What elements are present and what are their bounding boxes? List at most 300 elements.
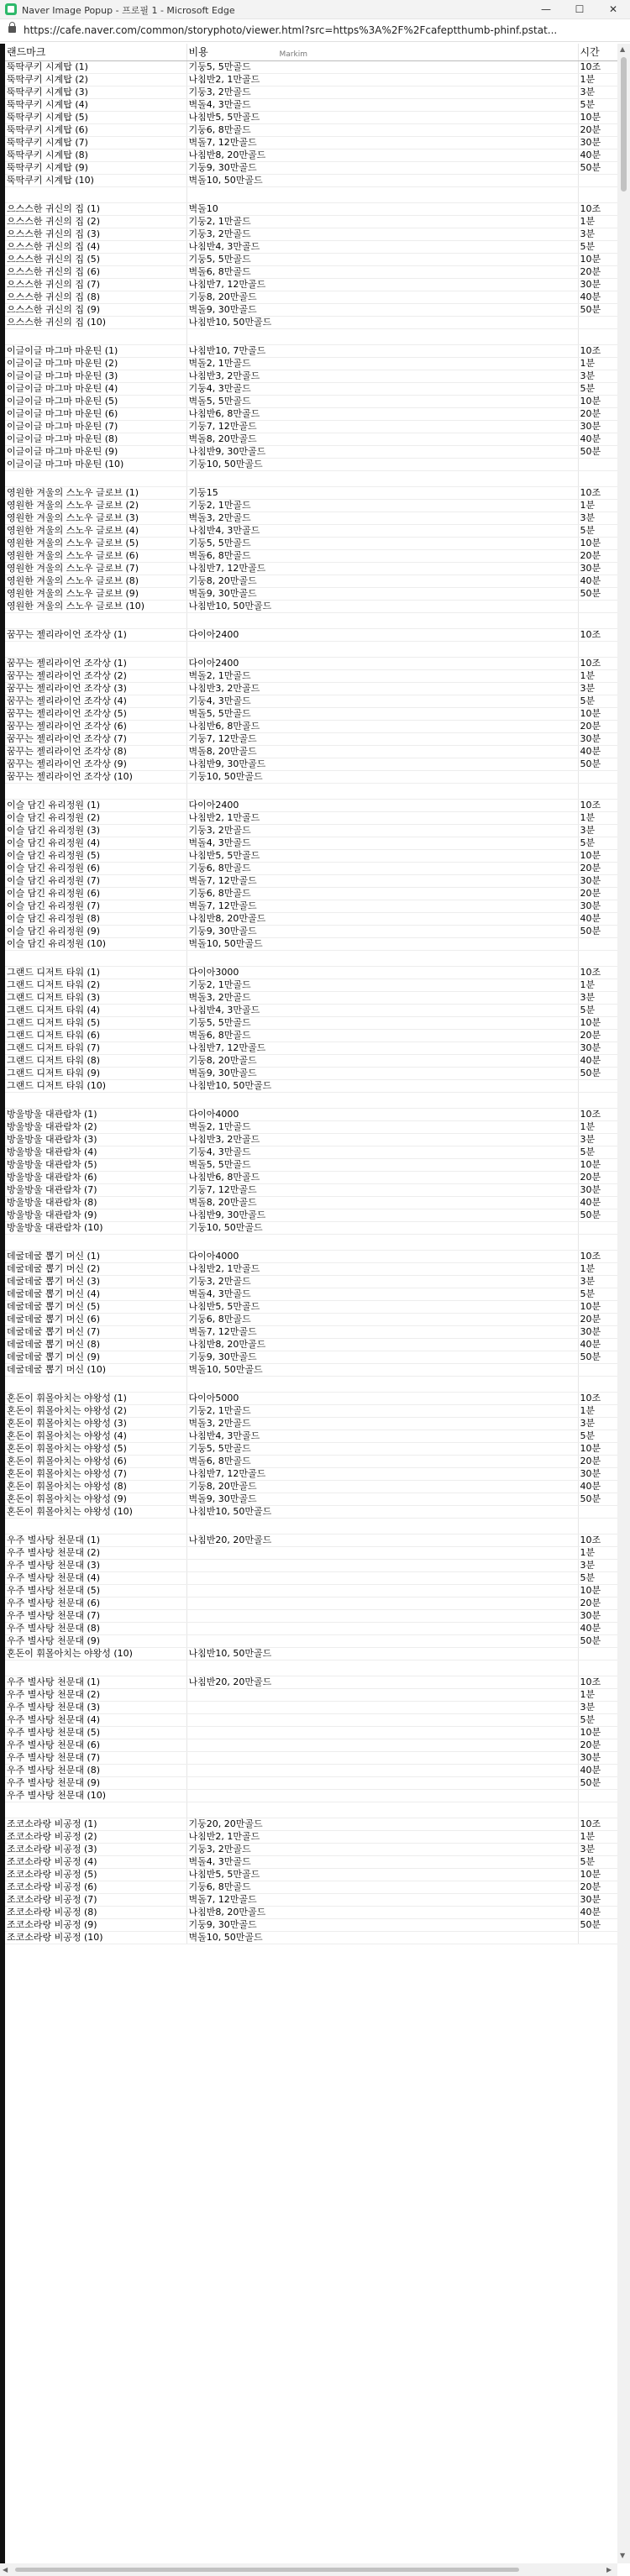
scroll-down-icon[interactable]: ▼	[620, 2552, 626, 2559]
cost-cell[interactable]: 벽돌9, 30만골드	[186, 1493, 578, 1506]
landmark-cell[interactable]: 으스스한 귀신의 집 (10)	[5, 317, 186, 329]
time-cell[interactable]: 1분	[578, 1689, 617, 1702]
landmark-cell[interactable]: 조코소라랑 비공정 (10)	[5, 1932, 186, 1944]
landmark-cell[interactable]: 혼돈이 휘몰아치는 야왕성 (4)	[5, 1430, 186, 1443]
cost-cell[interactable]: 나침반4, 3만골드	[186, 1430, 578, 1443]
landmark-cell[interactable]: 그랜드 디저트 타워 (5)	[5, 1017, 186, 1030]
landmark-cell[interactable]: 우주 별사탕 천문대 (5)	[5, 1727, 186, 1739]
cost-cell[interactable]: 기둥4, 3만골드	[186, 695, 578, 708]
time-cell[interactable]: 1분	[578, 1263, 617, 1276]
cost-cell[interactable]: 나침반10, 50만골드	[186, 1648, 578, 1660]
time-cell[interactable]: 3분	[578, 1134, 617, 1146]
cost-cell[interactable]: 벽돌4, 3만골드	[186, 1288, 578, 1301]
landmark-cell[interactable]: 그랜드 디저트 타워 (9)	[5, 1068, 186, 1080]
time-cell[interactable]: 3분	[578, 370, 617, 383]
time-cell[interactable]: 10분	[578, 1159, 617, 1172]
empty-cell[interactable]	[5, 1377, 186, 1393]
time-cell[interactable]: 5분	[578, 1714, 617, 1727]
cost-cell[interactable]: 나침반9, 30만골드	[186, 1209, 578, 1222]
cost-cell[interactable]: 나침반6, 8만골드	[186, 408, 578, 421]
time-cell[interactable]: 1분	[578, 358, 617, 370]
cost-cell[interactable]: 나침반5, 5만골드	[186, 1301, 578, 1314]
time-cell[interactable]: 40분	[578, 433, 617, 446]
close-icon[interactable]: ✕	[608, 3, 618, 15]
empty-cell[interactable]	[186, 1802, 578, 1818]
landmark-cell[interactable]: 으스스한 귀신의 집 (6)	[5, 266, 186, 279]
landmark-cell[interactable]: 데굴데굴 뽑기 머신 (5)	[5, 1301, 186, 1314]
landmark-cell[interactable]: 꿈꾸는 젤리라이언 조각상 (6)	[5, 721, 186, 733]
cost-cell[interactable]: 벽돌9, 30만골드	[186, 588, 578, 601]
cost-cell[interactable]: 기둥9, 30만골드	[186, 162, 578, 175]
cost-cell[interactable]: 벽돌3, 2만골드	[186, 992, 578, 1005]
cost-cell[interactable]: 나침반7, 12만골드	[186, 1042, 578, 1055]
cost-cell[interactable]: 나침반20, 20만골드	[186, 1676, 578, 1689]
landmark-cell[interactable]: 우주 별사탕 천문대 (7)	[5, 1610, 186, 1623]
cost-cell[interactable]: 벽돌9, 30만골드	[186, 1068, 578, 1080]
cost-cell[interactable]: 벽돌2, 1만골드	[186, 358, 578, 370]
time-cell[interactable]: 20분	[578, 1598, 617, 1610]
time-cell[interactable]: 40분	[578, 150, 617, 162]
landmark-cell[interactable]: 이슬 담긴 유리정원 (1)	[5, 800, 186, 812]
empty-cell[interactable]	[186, 187, 578, 203]
landmark-cell[interactable]: 영원한 겨울의 스노우 글로브 (2)	[5, 500, 186, 512]
empty-cell[interactable]	[578, 1519, 617, 1535]
landmark-cell[interactable]: 데굴데굴 뽑기 머신 (7)	[5, 1326, 186, 1339]
time-cell[interactable]: 30분	[578, 1752, 617, 1765]
empty-cell[interactable]	[578, 1802, 617, 1818]
time-cell[interactable]: 10분	[578, 396, 617, 408]
cost-cell[interactable]: 나침반8, 20만골드	[186, 1907, 578, 1919]
cost-cell[interactable]: 벽돌8, 20만골드	[186, 1197, 578, 1209]
cost-cell[interactable]: 기둥3, 2만골드	[186, 87, 578, 99]
landmark-cell[interactable]: 혼돈이 휘몰아치는 야왕성 (8)	[5, 1481, 186, 1493]
cost-cell[interactable]: 벽돌6, 8만골드	[186, 266, 578, 279]
time-cell[interactable]: 5분	[578, 1288, 617, 1301]
time-cell[interactable]: 1분	[578, 500, 617, 512]
landmark-cell[interactable]: 데굴데굴 뽑기 머신 (4)	[5, 1288, 186, 1301]
empty-cell[interactable]	[5, 642, 186, 658]
landmark-cell[interactable]: 으스스한 귀신의 집 (2)	[5, 216, 186, 228]
time-cell[interactable]: 20분	[578, 550, 617, 563]
landmark-cell[interactable]: 영원한 겨울의 스노우 글로브 (1)	[5, 487, 186, 500]
landmark-cell[interactable]: 조코소라랑 비공정 (4)	[5, 1856, 186, 1869]
empty-cell[interactable]	[578, 951, 617, 967]
time-cell[interactable]: 10조	[578, 1535, 617, 1547]
landmark-cell[interactable]: 그랜드 디저트 타워 (2)	[5, 979, 186, 992]
time-cell[interactable]: 5분	[578, 241, 617, 254]
cost-cell[interactable]: 기둥6, 8만골드	[186, 888, 578, 900]
time-cell[interactable]: 3분	[578, 1418, 617, 1430]
cost-cell[interactable]: 기둥5, 5만골드	[186, 61, 578, 74]
landmark-cell[interactable]: 방울방울 대관람차 (1)	[5, 1109, 186, 1121]
empty-cell[interactable]	[578, 784, 617, 800]
cost-cell[interactable]	[186, 1777, 578, 1790]
time-cell[interactable]	[578, 938, 617, 951]
time-cell[interactable]: 10분	[578, 1301, 617, 1314]
landmark-cell[interactable]: 우주 별사탕 천문대 (3)	[5, 1560, 186, 1572]
cost-cell[interactable]: 나침반5, 5만골드	[186, 112, 578, 124]
cost-cell[interactable]	[186, 1635, 578, 1648]
time-cell[interactable]: 10조	[578, 967, 617, 979]
empty-cell[interactable]	[186, 784, 578, 800]
cost-cell[interactable]	[186, 1689, 578, 1702]
landmark-cell[interactable]: 이글이글 마그마 마운틴 (7)	[5, 421, 186, 433]
time-cell[interactable]	[578, 1790, 617, 1802]
cost-cell[interactable]: 나침반9, 30만골드	[186, 446, 578, 459]
hscrollbar-thumb[interactable]	[15, 2568, 519, 2572]
cost-cell[interactable]: 나침반4, 3만골드	[186, 1005, 578, 1017]
cost-cell[interactable]: 벽돌9, 30만골드	[186, 304, 578, 317]
empty-cell[interactable]	[578, 187, 617, 203]
landmark-cell[interactable]: 이슬 담긴 유리정원 (6)	[5, 888, 186, 900]
landmark-cell[interactable]: 혼돈이 휘몰아치는 야왕성 (9)	[5, 1493, 186, 1506]
time-cell[interactable]	[578, 1222, 617, 1235]
cost-cell[interactable]: 다이아3000	[186, 967, 578, 979]
cost-cell[interactable]: 벽돌3, 2만골드	[186, 512, 578, 525]
cost-cell[interactable]: 기둥6, 8만골드	[186, 1314, 578, 1326]
cost-cell[interactable]: 기둥20, 20만골드	[186, 1818, 578, 1831]
landmark-cell[interactable]: 이슬 담긴 유리정원 (7)	[5, 875, 186, 888]
cost-cell[interactable]	[186, 1560, 578, 1572]
address-bar[interactable]	[0, 19, 630, 42]
cost-cell[interactable]	[186, 1623, 578, 1635]
cost-cell[interactable]: 벽돌7, 12만골드	[186, 900, 578, 913]
time-cell[interactable]: 20분	[578, 1739, 617, 1752]
time-cell[interactable]: 20분	[578, 1456, 617, 1468]
landmark-cell[interactable]: 방울방울 대관람차 (3)	[5, 1134, 186, 1146]
time-cell[interactable]	[578, 459, 617, 471]
cost-cell[interactable]: 기둥2, 1만골드	[186, 500, 578, 512]
time-cell[interactable]: 30분	[578, 279, 617, 291]
empty-cell[interactable]	[5, 951, 186, 967]
cost-cell[interactable]: 기둥2, 1만골드	[186, 1405, 578, 1418]
time-cell[interactable]: 3분	[578, 683, 617, 695]
cost-cell[interactable]: 나침반10, 7만골드	[186, 345, 578, 358]
time-cell[interactable]: 40분	[578, 1481, 617, 1493]
cost-cell[interactable]: 기둥10, 50만골드	[186, 1222, 578, 1235]
cost-cell[interactable]: 나침반10, 50만골드	[186, 1506, 578, 1519]
landmark-cell[interactable]: 꿈꾸는 젤리라이언 조각상 (2)	[5, 670, 186, 683]
landmark-cell[interactable]: 혼돈이 휘몰아치는 야왕성 (2)	[5, 1405, 186, 1418]
landmark-cell[interactable]: 데굴데굴 뽑기 머신 (3)	[5, 1276, 186, 1288]
empty-cell[interactable]	[578, 1377, 617, 1393]
time-cell[interactable]: 3분	[578, 1560, 617, 1572]
cost-cell[interactable]: 기둥2, 1만골드	[186, 216, 578, 228]
cost-cell[interactable]: 나침반8, 20만골드	[186, 913, 578, 926]
time-cell[interactable]: 10분	[578, 1727, 617, 1739]
empty-cell[interactable]	[5, 1519, 186, 1535]
cost-cell[interactable]	[186, 1765, 578, 1777]
cost-cell[interactable]: 나침반4, 3만골드	[186, 241, 578, 254]
landmark-cell[interactable]: 이글이글 마그마 마운틴 (2)	[5, 358, 186, 370]
time-cell[interactable]: 40분	[578, 1765, 617, 1777]
cost-cell[interactable]: 기둥5, 5만골드	[186, 538, 578, 550]
landmark-cell[interactable]: 꿈꾸는 젤리라이언 조각상 (7)	[5, 733, 186, 746]
cost-cell[interactable]	[186, 1739, 578, 1752]
landmark-cell[interactable]: 혼돈이 휘몰아치는 야왕성 (10)	[5, 1506, 186, 1519]
empty-cell[interactable]	[578, 329, 617, 345]
cost-cell[interactable]: 벽돌10, 50만골드	[186, 175, 578, 187]
time-cell[interactable]: 3분	[578, 825, 617, 837]
time-cell[interactable]: 3분	[578, 1702, 617, 1714]
cost-cell[interactable]: 벽돌4, 3만골드	[186, 1856, 578, 1869]
cost-cell[interactable]: 나침반10, 50만골드	[186, 317, 578, 329]
landmark-cell[interactable]: 우주 별사탕 천문대 (8)	[5, 1623, 186, 1635]
time-cell[interactable]: 5분	[578, 1146, 617, 1159]
cost-cell[interactable]	[186, 1714, 578, 1727]
time-cell[interactable]: 1분	[578, 1547, 617, 1560]
time-cell[interactable]: 40분	[578, 1623, 617, 1635]
empty-cell[interactable]	[186, 1660, 578, 1676]
empty-cell[interactable]	[5, 1802, 186, 1818]
landmark-cell[interactable]: 방울방울 대관람차 (5)	[5, 1159, 186, 1172]
time-cell[interactable]: 10분	[578, 538, 617, 550]
cost-cell[interactable]: 벽돌8, 20만골드	[186, 746, 578, 758]
landmark-cell[interactable]: 우주 별사탕 천문대 (4)	[5, 1714, 186, 1727]
empty-cell[interactable]	[5, 1235, 186, 1251]
time-cell[interactable]: 1분	[578, 1121, 617, 1134]
time-cell[interactable]: 10분	[578, 1869, 617, 1881]
time-cell[interactable]: 30분	[578, 1610, 617, 1623]
time-cell[interactable]: 30분	[578, 1184, 617, 1197]
landmark-cell[interactable]: 뚝딱쿠키 시계탑 (6)	[5, 124, 186, 137]
time-cell[interactable]: 20분	[578, 863, 617, 875]
landmark-cell[interactable]: 영원한 겨울의 스노우 글로브 (9)	[5, 588, 186, 601]
empty-cell[interactable]	[578, 1235, 617, 1251]
time-cell[interactable]: 50분	[578, 1068, 617, 1080]
landmark-cell[interactable]: 영원한 겨울의 스노우 글로브 (8)	[5, 575, 186, 588]
landmark-cell[interactable]: 뚝딱쿠키 시계탑 (3)	[5, 87, 186, 99]
landmark-cell[interactable]: 조코소라랑 비공정 (7)	[5, 1894, 186, 1907]
time-cell[interactable]: 3분	[578, 1844, 617, 1856]
cost-cell[interactable]	[186, 1727, 578, 1739]
time-cell[interactable]: 40분	[578, 1907, 617, 1919]
landmark-cell[interactable]: 으스스한 귀신의 집 (9)	[5, 304, 186, 317]
landmark-cell[interactable]: 데굴데굴 뽑기 머신 (2)	[5, 1263, 186, 1276]
cost-cell[interactable]: 벽돌10, 50만골드	[186, 1364, 578, 1377]
cost-cell[interactable]: 기둥6, 8만골드	[186, 124, 578, 137]
time-cell[interactable]: 20분	[578, 888, 617, 900]
time-cell[interactable]: 20분	[578, 408, 617, 421]
empty-cell[interactable]	[578, 1093, 617, 1109]
time-cell[interactable]: 20분	[578, 721, 617, 733]
cost-cell[interactable]: 기둥8, 20만골드	[186, 1481, 578, 1493]
cost-cell[interactable]: 나침반7, 12만골드	[186, 563, 578, 575]
landmark-cell[interactable]: 이슬 담긴 유리정원 (10)	[5, 938, 186, 951]
time-cell[interactable]: 3분	[578, 1276, 617, 1288]
landmark-cell[interactable]: 우주 별사탕 천문대 (10)	[5, 1790, 186, 1802]
landmark-cell[interactable]: 꿈꾸는 젤리라이언 조각상 (9)	[5, 758, 186, 771]
landmark-cell[interactable]: 혼돈이 휘몰아치는 야왕성 (5)	[5, 1443, 186, 1456]
landmark-cell[interactable]: 이슬 담긴 유리정원 (6)	[5, 863, 186, 875]
time-cell[interactable]: 3분	[578, 992, 617, 1005]
cost-cell[interactable]: 기둥3, 2만골드	[186, 1276, 578, 1288]
landmark-cell[interactable]: 영원한 겨울의 스노우 글로브 (4)	[5, 525, 186, 538]
cost-cell[interactable]: 벽돌4, 3만골드	[186, 837, 578, 850]
cost-cell[interactable]: 벽돌4, 3만골드	[186, 99, 578, 112]
cost-cell[interactable]: 나침반10, 50만골드	[186, 601, 578, 613]
landmark-cell[interactable]: 데굴데굴 뽑기 머신 (1)	[5, 1251, 186, 1263]
empty-cell[interactable]	[578, 471, 617, 487]
time-cell[interactable]: 40분	[578, 1055, 617, 1068]
landmark-cell[interactable]: 뚝딱쿠키 시계탑 (10)	[5, 175, 186, 187]
landmark-cell[interactable]: 으스스한 귀신의 집 (3)	[5, 228, 186, 241]
empty-cell[interactable]	[578, 613, 617, 629]
time-cell[interactable]: 10분	[578, 850, 617, 863]
time-cell[interactable]	[578, 771, 617, 784]
landmark-cell[interactable]: 이글이글 마그마 마운틴 (3)	[5, 370, 186, 383]
time-cell[interactable]: 30분	[578, 1468, 617, 1481]
landmark-cell[interactable]: 그랜드 디저트 타워 (3)	[5, 992, 186, 1005]
scroll-right-icon[interactable]: ▶	[606, 2566, 612, 2573]
landmark-cell[interactable]: 이글이글 마그마 마운틴 (10)	[5, 459, 186, 471]
cost-cell[interactable]: 나침반7, 12만골드	[186, 279, 578, 291]
cost-cell[interactable]: 나침반2, 1만골드	[186, 1263, 578, 1276]
time-cell[interactable]: 5분	[578, 383, 617, 396]
cost-cell[interactable]	[186, 1752, 578, 1765]
time-cell[interactable]: 20분	[578, 124, 617, 137]
cost-cell[interactable]: 기둥6, 8만골드	[186, 863, 578, 875]
landmark-cell[interactable]: 방울방울 대관람차 (8)	[5, 1197, 186, 1209]
time-cell[interactable]: 1분	[578, 1831, 617, 1844]
cost-cell[interactable]	[186, 1585, 578, 1598]
landmark-cell[interactable]: 이슬 담긴 유리정원 (2)	[5, 812, 186, 825]
time-cell[interactable]: 40분	[578, 1197, 617, 1209]
time-cell[interactable]: 50분	[578, 304, 617, 317]
landmark-cell[interactable]: 조코소라랑 비공정 (9)	[5, 1919, 186, 1932]
empty-cell[interactable]	[186, 471, 578, 487]
landmark-cell[interactable]: 이슬 담긴 유리정원 (7)	[5, 900, 186, 913]
empty-cell[interactable]	[5, 329, 186, 345]
empty-cell[interactable]	[578, 642, 617, 658]
cost-cell[interactable]	[186, 1790, 578, 1802]
empty-cell[interactable]	[5, 187, 186, 203]
time-cell[interactable]: 5분	[578, 525, 617, 538]
empty-cell[interactable]	[5, 784, 186, 800]
time-cell[interactable]: 1분	[578, 216, 617, 228]
time-cell[interactable]: 1분	[578, 74, 617, 87]
time-cell[interactable]: 50분	[578, 1209, 617, 1222]
landmark-cell[interactable]: 으스스한 귀신의 집 (4)	[5, 241, 186, 254]
landmark-cell[interactable]: 방울방울 대관람차 (9)	[5, 1209, 186, 1222]
landmark-cell[interactable]: 이글이글 마그마 마운틴 (4)	[5, 383, 186, 396]
cost-cell[interactable]: 기둥5, 5만골드	[186, 1017, 578, 1030]
cost-cell[interactable]: 기둥8, 20만골드	[186, 291, 578, 304]
landmark-cell[interactable]: 꿈꾸는 젤리라이언 조각상 (1)	[5, 658, 186, 670]
cost-cell[interactable]: 나침반3, 2만골드	[186, 683, 578, 695]
time-cell[interactable]: 30분	[578, 421, 617, 433]
landmark-cell[interactable]: 데굴데굴 뽑기 머신 (9)	[5, 1351, 186, 1364]
landmark-cell[interactable]: 꿈꾸는 젤리라이언 조각상 (3)	[5, 683, 186, 695]
landmark-cell[interactable]: 조코소라랑 비공정 (3)	[5, 1844, 186, 1856]
cost-cell[interactable]: 기둥10, 50만골드	[186, 459, 578, 471]
cost-cell[interactable]: 기둥5, 5만골드	[186, 254, 578, 266]
landmark-cell[interactable]: 뚝딱쿠키 시계탑 (2)	[5, 74, 186, 87]
time-cell[interactable]: 20분	[578, 1314, 617, 1326]
empty-cell[interactable]	[186, 613, 578, 629]
cost-cell[interactable]: 벽돌7, 12만골드	[186, 1326, 578, 1339]
landmark-cell[interactable]: 방울방울 대관람차 (10)	[5, 1222, 186, 1235]
landmark-cell[interactable]: 혼돈이 휘몰아치는 야왕성 (6)	[5, 1456, 186, 1468]
time-cell[interactable]: 10조	[578, 800, 617, 812]
time-cell[interactable]: 10분	[578, 1443, 617, 1456]
cost-cell[interactable]: 기둥15	[186, 487, 578, 500]
landmark-cell[interactable]: 우주 별사탕 천문대 (2)	[5, 1547, 186, 1560]
cost-cell[interactable]: 나침반6, 8만골드	[186, 1172, 578, 1184]
cost-cell[interactable]: 기둥4, 3만골드	[186, 1146, 578, 1159]
empty-cell[interactable]	[5, 471, 186, 487]
landmark-cell[interactable]: 이글이글 마그마 마운틴 (9)	[5, 446, 186, 459]
time-cell[interactable]: 10조	[578, 1818, 617, 1831]
cost-cell[interactable]: 나침반5, 5만골드	[186, 850, 578, 863]
landmark-cell[interactable]: 뚝딱쿠키 시계탑 (7)	[5, 137, 186, 150]
scroll-left-icon[interactable]: ◀	[3, 2566, 8, 2573]
time-cell[interactable]: 50분	[578, 1919, 617, 1932]
cost-cell[interactable]: 기둥6, 8만골드	[186, 1881, 578, 1894]
landmark-cell[interactable]: 이글이글 마그마 마운틴 (8)	[5, 433, 186, 446]
landmark-cell[interactable]: 혼돈이 휘몰아치는 야왕성 (1)	[5, 1393, 186, 1405]
landmark-cell[interactable]: 뚝딱쿠키 시계탑 (9)	[5, 162, 186, 175]
empty-cell[interactable]	[186, 1377, 578, 1393]
cost-cell[interactable]: 다이아2400	[186, 658, 578, 670]
landmark-cell[interactable]: 조코소라랑 비공정 (6)	[5, 1881, 186, 1894]
time-cell[interactable]: 10분	[578, 254, 617, 266]
empty-cell[interactable]	[186, 1093, 578, 1109]
time-cell[interactable]: 50분	[578, 588, 617, 601]
cost-cell[interactable]: 벽돌7, 12만골드	[186, 137, 578, 150]
landmark-cell[interactable]: 우주 별사탕 천문대 (9)	[5, 1635, 186, 1648]
cost-cell[interactable]: 다이아5000	[186, 1393, 578, 1405]
time-cell[interactable]: 3분	[578, 87, 617, 99]
time-cell[interactable]: 50분	[578, 926, 617, 938]
empty-cell[interactable]	[186, 1235, 578, 1251]
cost-cell[interactable]: 벽돌3, 2만골드	[186, 1418, 578, 1430]
landmark-cell[interactable]: 꿈꾸는 젤리라이언 조각상 (1)	[5, 629, 186, 642]
landmark-cell[interactable]: 영원한 겨울의 스노우 글로브 (10)	[5, 601, 186, 613]
time-cell[interactable]	[578, 175, 617, 187]
time-cell[interactable]: 20분	[578, 1030, 617, 1042]
landmark-cell[interactable]: 영원한 겨울의 스노우 글로브 (5)	[5, 538, 186, 550]
empty-cell[interactable]	[186, 951, 578, 967]
time-cell[interactable]: 10조	[578, 1251, 617, 1263]
empty-cell[interactable]	[186, 1519, 578, 1535]
cost-cell[interactable]	[186, 1572, 578, 1585]
cost-cell[interactable]: 벽돌6, 8만골드	[186, 1030, 578, 1042]
time-cell[interactable]: 40분	[578, 746, 617, 758]
cost-cell[interactable]: 나침반8, 20만골드	[186, 150, 578, 162]
time-cell[interactable]: 1분	[578, 812, 617, 825]
scrollbar-thumb[interactable]	[621, 57, 627, 191]
landmark-cell[interactable]: 혼돈이 휘몰아치는 야왕성 (3)	[5, 1418, 186, 1430]
time-cell[interactable]: 10조	[578, 1109, 617, 1121]
cost-cell[interactable]: 나침반9, 30만골드	[186, 758, 578, 771]
cost-cell[interactable]: 기둥10, 50만골드	[186, 771, 578, 784]
time-cell[interactable]	[578, 317, 617, 329]
cost-cell[interactable]: 기둥7, 12만골드	[186, 421, 578, 433]
landmark-cell[interactable]: 혼돈이 휘몰아치는 야왕성 (7)	[5, 1468, 186, 1481]
cost-cell[interactable]: 나침반2, 1만골드	[186, 74, 578, 87]
landmark-cell[interactable]: 그랜드 디저트 타워 (7)	[5, 1042, 186, 1055]
empty-cell[interactable]	[5, 1093, 186, 1109]
landmark-cell[interactable]: 뚝딱쿠키 시계탑 (8)	[5, 150, 186, 162]
landmark-cell[interactable]: 이슬 담긴 유리정원 (4)	[5, 837, 186, 850]
cost-cell[interactable]: 벽돌2, 1만골드	[186, 670, 578, 683]
landmark-cell[interactable]: 뚝딱쿠키 시계탑 (1)	[5, 61, 186, 74]
time-cell[interactable]: 50분	[578, 1635, 617, 1648]
landmark-cell[interactable]: 방울방울 대관람차 (4)	[5, 1146, 186, 1159]
cost-cell[interactable]: 나침반3, 2만골드	[186, 1134, 578, 1146]
landmark-cell[interactable]: 우주 별사탕 천문대 (1)	[5, 1535, 186, 1547]
